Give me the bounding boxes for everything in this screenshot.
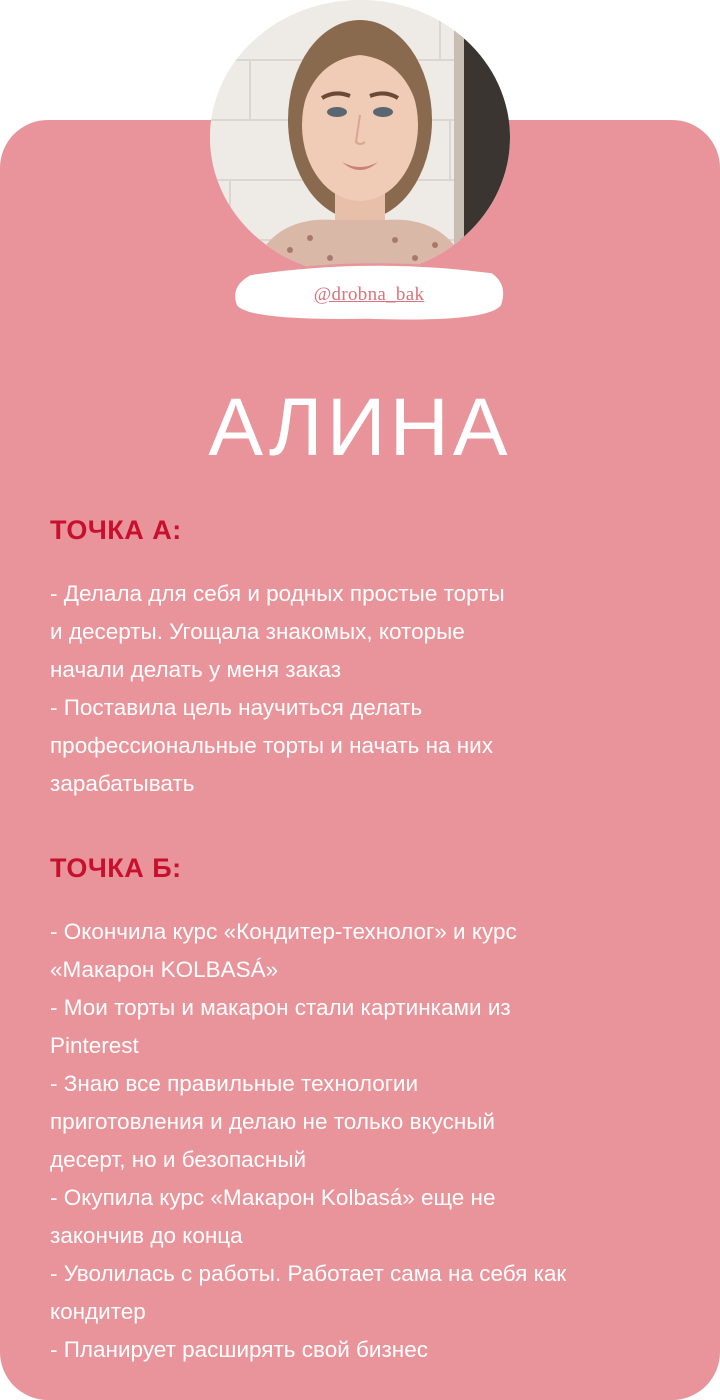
point-a-line: начали делать у меня заказ: [50, 657, 342, 682]
instagram-handle-link[interactable]: @drobna_bak: [313, 284, 425, 305]
point-b-line: - Окончила курс «Кондитер-технолог» и курс: [50, 919, 517, 944]
point-b-line: закончив до конца: [50, 1223, 243, 1248]
point-b-line: - Мои торты и макарон стали картинками из: [50, 995, 511, 1020]
point-b-line: - Уволилась с работы. Работает сама на себя как: [50, 1261, 567, 1286]
point-b-body: [50, 913, 650, 1369]
point-b-line: «Макарон KOLBASÁ»: [50, 957, 279, 982]
point-a-line: и десерты. Угощала знакомых, которые: [50, 619, 465, 644]
portrait-photo-icon: [210, 0, 510, 275]
point-b-line: кондитер: [50, 1299, 146, 1324]
point-a-line: профессиональные торты и начать на них: [50, 733, 494, 758]
point-a-title: ТОЧКА А:: [50, 515, 182, 545]
avatar: [210, 0, 510, 275]
point-a-line: - Делала для себя и родных простые торты: [50, 581, 505, 606]
point-b-line: - Окупила курс «Макарон Kolbasá» еще не: [50, 1185, 496, 1210]
point-b-line: Pinterest: [50, 1033, 139, 1058]
profile-name: АЛИНА: [208, 382, 512, 473]
point-b-line: приготовления и делаю не только вкусный: [50, 1109, 495, 1134]
point-b-title: ТОЧКА Б:: [50, 853, 182, 883]
instagram-handle-badge[interactable]: [230, 262, 508, 328]
point-a-body: [50, 575, 650, 803]
point-b-line: - Планирует расширять свой бизнес: [50, 1337, 428, 1362]
point-b-line: - Знаю все правильные технологии: [50, 1071, 419, 1096]
point-a-line: - Поставила цель научиться делать: [50, 695, 423, 720]
point-a-line: зарабатывать: [50, 771, 195, 796]
point-b-line: десерт, но и безопасный: [50, 1147, 307, 1172]
